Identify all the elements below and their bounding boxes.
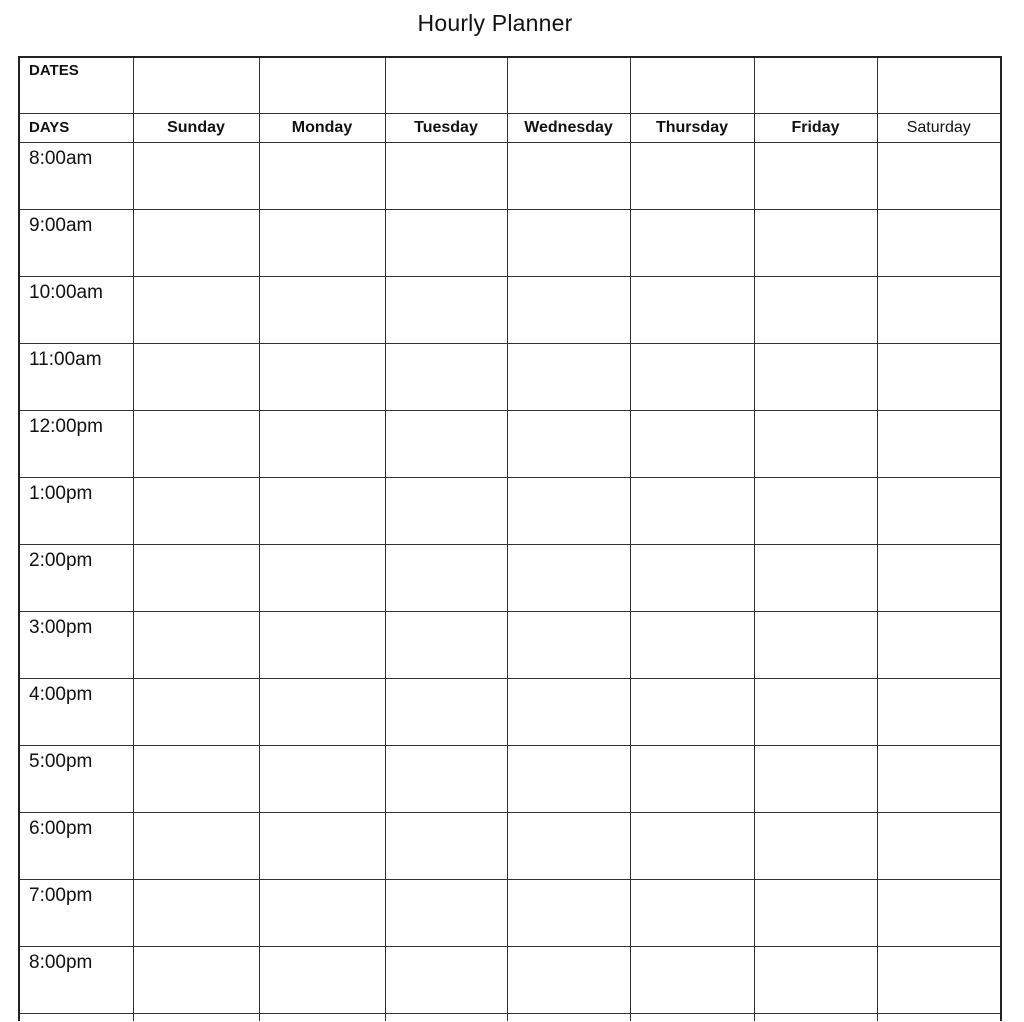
hour-label: 1:00pm <box>19 477 133 544</box>
slot-cell-tuesday[interactable] <box>385 410 507 477</box>
slot-cell-monday[interactable] <box>259 142 385 209</box>
slot-cell-sunday[interactable] <box>133 745 259 812</box>
slot-cell-monday[interactable] <box>259 410 385 477</box>
slot-cell-wednesday[interactable] <box>507 142 630 209</box>
slot-cell-tuesday[interactable] <box>385 812 507 879</box>
hour-rows <box>19 142 1001 1021</box>
slot-cell-friday[interactable] <box>754 276 877 343</box>
hour-row <box>19 477 1001 544</box>
slot-cell-partial <box>754 1013 877 1021</box>
slot-cell-tuesday[interactable] <box>385 477 507 544</box>
slot-cell-monday[interactable] <box>259 745 385 812</box>
slot-cell-friday[interactable] <box>754 544 877 611</box>
slot-cell-sunday[interactable] <box>133 410 259 477</box>
slot-cell-saturday[interactable] <box>877 879 1001 946</box>
slot-cell-saturday[interactable] <box>877 544 1001 611</box>
days-label: DAYS <box>19 113 133 142</box>
slot-cell-partial <box>259 1013 385 1021</box>
dates-label: DATES <box>19 57 133 113</box>
hour-row <box>19 276 1001 343</box>
slot-cell-saturday[interactable] <box>877 946 1001 1013</box>
hour-label: 2:00pm <box>19 544 133 611</box>
slot-cell-wednesday[interactable] <box>507 812 630 879</box>
day-header-thursday: Thursday <box>630 113 754 142</box>
slot-cell-sunday[interactable] <box>133 946 259 1013</box>
hour-label: 11:00am <box>19 343 133 410</box>
hour-label: 7:00pm <box>19 879 133 946</box>
slot-cell-thursday[interactable] <box>630 879 754 946</box>
slot-cell-saturday[interactable] <box>877 611 1001 678</box>
date-cell-saturday[interactable] <box>877 57 1001 113</box>
slot-cell-saturday[interactable] <box>877 812 1001 879</box>
slot-cell-saturday[interactable] <box>877 678 1001 745</box>
day-header-saturday: Saturday <box>877 113 1001 142</box>
hour-row <box>19 209 1001 276</box>
slot-cell-monday[interactable] <box>259 276 385 343</box>
slot-cell-wednesday[interactable] <box>507 611 630 678</box>
slot-cell-tuesday[interactable] <box>385 678 507 745</box>
slot-cell-friday[interactable] <box>754 142 877 209</box>
slot-cell-wednesday[interactable] <box>507 209 630 276</box>
slot-cell-thursday[interactable] <box>630 812 754 879</box>
slot-cell-saturday[interactable] <box>877 410 1001 477</box>
slot-cell-friday[interactable] <box>754 678 877 745</box>
slot-cell-monday[interactable] <box>259 678 385 745</box>
hour-row <box>19 343 1001 410</box>
hour-label: 8:00pm <box>19 946 133 1013</box>
slot-cell-sunday[interactable] <box>133 343 259 410</box>
hour-row <box>19 142 1001 209</box>
date-cell-monday[interactable] <box>259 57 385 113</box>
day-header-wednesday: Wednesday <box>507 113 630 142</box>
slot-cell-monday[interactable] <box>259 611 385 678</box>
slot-cell-saturday[interactable] <box>877 209 1001 276</box>
hour-row <box>19 879 1001 946</box>
day-header-sunday: Sunday <box>133 113 259 142</box>
slot-cell-sunday[interactable] <box>133 544 259 611</box>
slot-cell-friday[interactable] <box>754 477 877 544</box>
slot-cell-thursday[interactable] <box>630 343 754 410</box>
slot-cell-tuesday[interactable] <box>385 745 507 812</box>
date-cell-friday[interactable] <box>754 57 877 113</box>
slot-cell-saturday[interactable] <box>877 142 1001 209</box>
slot-cell-tuesday[interactable] <box>385 879 507 946</box>
slot-cell-partial <box>133 1013 259 1021</box>
slot-cell-tuesday[interactable] <box>385 209 507 276</box>
slot-cell-friday[interactable] <box>754 611 877 678</box>
slot-cell-tuesday[interactable] <box>385 544 507 611</box>
date-cell-sunday[interactable] <box>133 57 259 113</box>
hour-label: 12:00pm <box>19 410 133 477</box>
slot-cell-sunday[interactable] <box>133 611 259 678</box>
slot-cell-thursday[interactable] <box>630 410 754 477</box>
slot-cell-sunday[interactable] <box>133 879 259 946</box>
slot-cell-sunday[interactable] <box>133 276 259 343</box>
slot-cell-monday[interactable] <box>259 343 385 410</box>
date-cell-tuesday[interactable] <box>385 57 507 113</box>
date-cell-wednesday[interactable] <box>507 57 630 113</box>
slot-cell-friday[interactable] <box>754 410 877 477</box>
day-header-friday: Friday <box>754 113 877 142</box>
slot-cell-sunday[interactable] <box>133 209 259 276</box>
slot-cell-friday[interactable] <box>754 209 877 276</box>
page-title: Hourly Planner <box>417 10 573 36</box>
dates-row <box>19 57 1001 113</box>
hour-row <box>19 544 1001 611</box>
slot-cell-monday[interactable] <box>259 812 385 879</box>
hour-label: 5:00pm <box>19 745 133 812</box>
slot-cell-wednesday[interactable] <box>507 343 630 410</box>
slot-cell-friday[interactable] <box>754 745 877 812</box>
slot-cell-thursday[interactable] <box>630 276 754 343</box>
slot-cell-sunday[interactable] <box>133 812 259 879</box>
slot-cell-monday[interactable] <box>259 477 385 544</box>
slot-cell-thursday[interactable] <box>630 142 754 209</box>
days-header-row <box>19 113 1001 142</box>
day-header-monday: Monday <box>259 113 385 142</box>
slot-cell-wednesday[interactable] <box>507 879 630 946</box>
slot-cell-friday[interactable] <box>754 946 877 1013</box>
slot-cell-tuesday[interactable] <box>385 343 507 410</box>
hour-label: 3:00pm <box>19 611 133 678</box>
slot-cell-wednesday[interactable] <box>507 946 630 1013</box>
slot-cell-tuesday[interactable] <box>385 946 507 1013</box>
slot-cell-thursday[interactable] <box>630 611 754 678</box>
slot-cell-monday[interactable] <box>259 544 385 611</box>
slot-cell-sunday[interactable] <box>133 142 259 209</box>
hour-row <box>19 611 1001 678</box>
slot-cell-saturday[interactable] <box>877 745 1001 812</box>
slot-cell-thursday[interactable] <box>630 745 754 812</box>
slot-cell-wednesday[interactable] <box>507 745 630 812</box>
slot-cell-monday[interactable] <box>259 946 385 1013</box>
hour-label-partial <box>19 1013 133 1021</box>
slot-cell-wednesday[interactable] <box>507 410 630 477</box>
slot-cell-partial <box>630 1013 754 1021</box>
hour-label: 8:00am <box>19 142 133 209</box>
hour-row <box>19 410 1001 477</box>
hour-label: 9:00am <box>19 209 133 276</box>
slot-cell-friday[interactable] <box>754 812 877 879</box>
slot-cell-monday[interactable] <box>259 209 385 276</box>
slot-cell-partial <box>385 1013 507 1021</box>
hour-label: 6:00pm <box>19 812 133 879</box>
slot-cell-tuesday[interactable] <box>385 276 507 343</box>
slot-cell-sunday[interactable] <box>133 678 259 745</box>
slot-cell-wednesday[interactable] <box>507 477 630 544</box>
hour-row-partial <box>19 1013 1001 1021</box>
hour-row <box>19 812 1001 879</box>
slot-cell-wednesday[interactable] <box>507 276 630 343</box>
slot-cell-thursday[interactable] <box>630 946 754 1013</box>
slot-cell-partial <box>877 1013 1001 1021</box>
hour-label: 4:00pm <box>19 678 133 745</box>
slot-cell-thursday[interactable] <box>630 544 754 611</box>
hour-row <box>19 946 1001 1013</box>
slot-cell-thursday[interactable] <box>630 678 754 745</box>
date-cell-thursday[interactable] <box>630 57 754 113</box>
slot-cell-wednesday[interactable] <box>507 678 630 745</box>
slot-cell-sunday[interactable] <box>133 477 259 544</box>
slot-cell-saturday[interactable] <box>877 477 1001 544</box>
slot-cell-thursday[interactable] <box>630 477 754 544</box>
slot-cell-tuesday[interactable] <box>385 611 507 678</box>
slot-cell-partial <box>507 1013 630 1021</box>
slot-cell-friday[interactable] <box>754 343 877 410</box>
slot-cell-thursday[interactable] <box>630 209 754 276</box>
hour-row <box>19 678 1001 745</box>
slot-cell-friday[interactable] <box>754 879 877 946</box>
hour-row <box>19 745 1001 812</box>
slot-cell-monday[interactable] <box>259 879 385 946</box>
hourly-planner-table <box>18 56 1002 1021</box>
hour-label: 10:00am <box>19 276 133 343</box>
slot-cell-wednesday[interactable] <box>507 544 630 611</box>
day-header-tuesday: Tuesday <box>385 113 507 142</box>
slot-cell-tuesday[interactable] <box>385 142 507 209</box>
slot-cell-saturday[interactable] <box>877 276 1001 343</box>
slot-cell-saturday[interactable] <box>877 343 1001 410</box>
